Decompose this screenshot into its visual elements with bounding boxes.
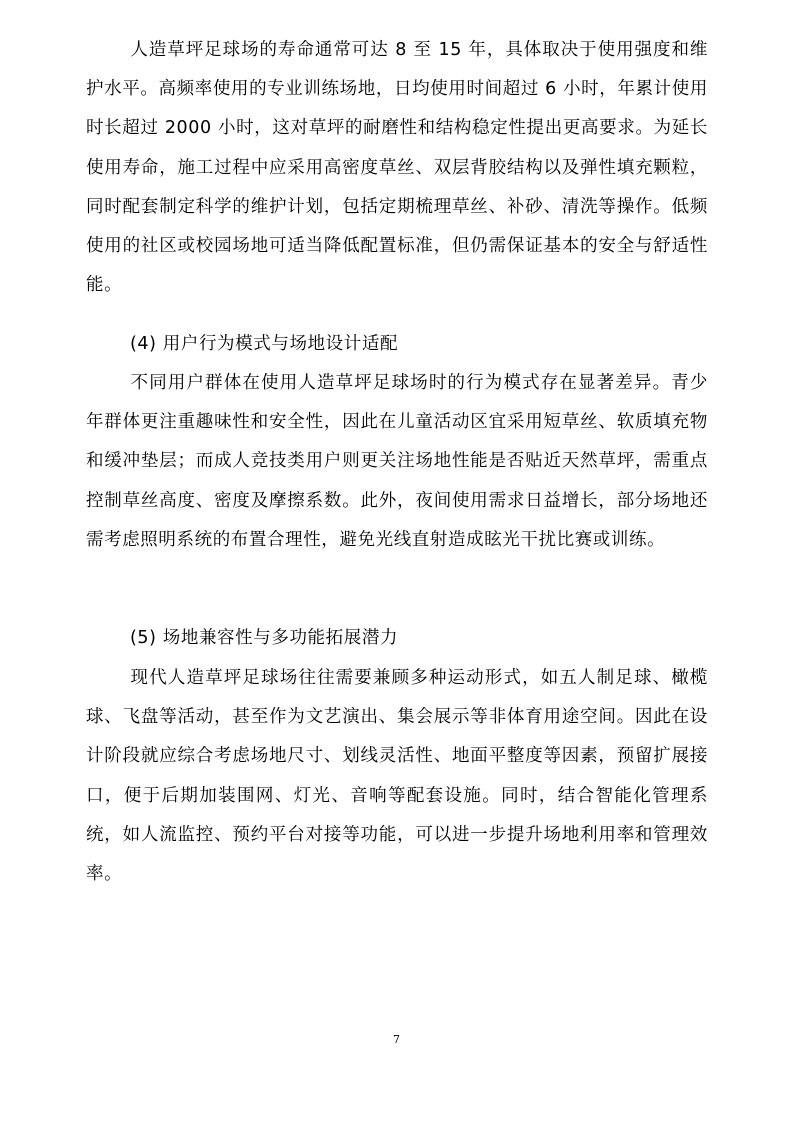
paragraph-text: 人造草坪足球场的寿命通常可达 8 至 15 年，具体取决于使用强度和维护水平。高频率使用的专业训练场地，日均使用时间超过 6 小时，年累计使用时长超过 2000 小时，这对草坪的耐磨性和结构稳定性提出更高要求。为延长使用寿命，施工过程中应采用高密度草丝、双层背胶结构以及弹性填充颗粒，同时配套制定科学的维护计划，包括定期梳理草丝、补砂、清洗等操作。低频使用的社区或校园场地可适当降低配置标准，但仍需保证基本的安全与舒适性能。 [86,40,708,296]
section-heading [86,325,708,364]
section-heading [86,619,708,658]
heading-text: (4) 用户行为模式与场地设计适配 [130,334,399,354]
body-paragraph [86,659,708,894]
paragraph-text: 不同用户群体在使用人造草坪足球场时的行为模式存在显著差异。青少年群体更注重趣味性和安全性，因此在儿童活动区宜采用短草丝、软质填充物和缓冲垫层；而成人竞技类用户则更关注场地性能是否贴近天然草坪，需重点控制草丝高度、密度及摩擦系数。此外，夜间使用需求日益增长，部分场地还需考虑照明系统的布置合理性，避免光线直射造成眩光干扰比赛或训练。 [86,373,708,550]
body-paragraph [86,364,708,560]
body-paragraph [86,31,708,305]
heading-text: (5) 场地兼容性与多功能拓展潜力 [130,628,399,648]
paragraph-text: 现代人造草坪足球场往往需要兼顾多种运动形式，如五人制足球、橄榄球、飞盘等活动，甚至作为文艺演出、集会展示等非体育用途空间。因此在设计阶段就应综合考虑场地尺寸、划线灵活性、地面平整度等因素，预留扩展接口，便于后期加装围网、灯光、音响等配套设施。同时，结合智能化管理系统，如人流监控、预约平台对接等功能，可以进一步提升场地利用率和管理效率。 [86,668,708,885]
page-number: 7 [393,1033,400,1046]
